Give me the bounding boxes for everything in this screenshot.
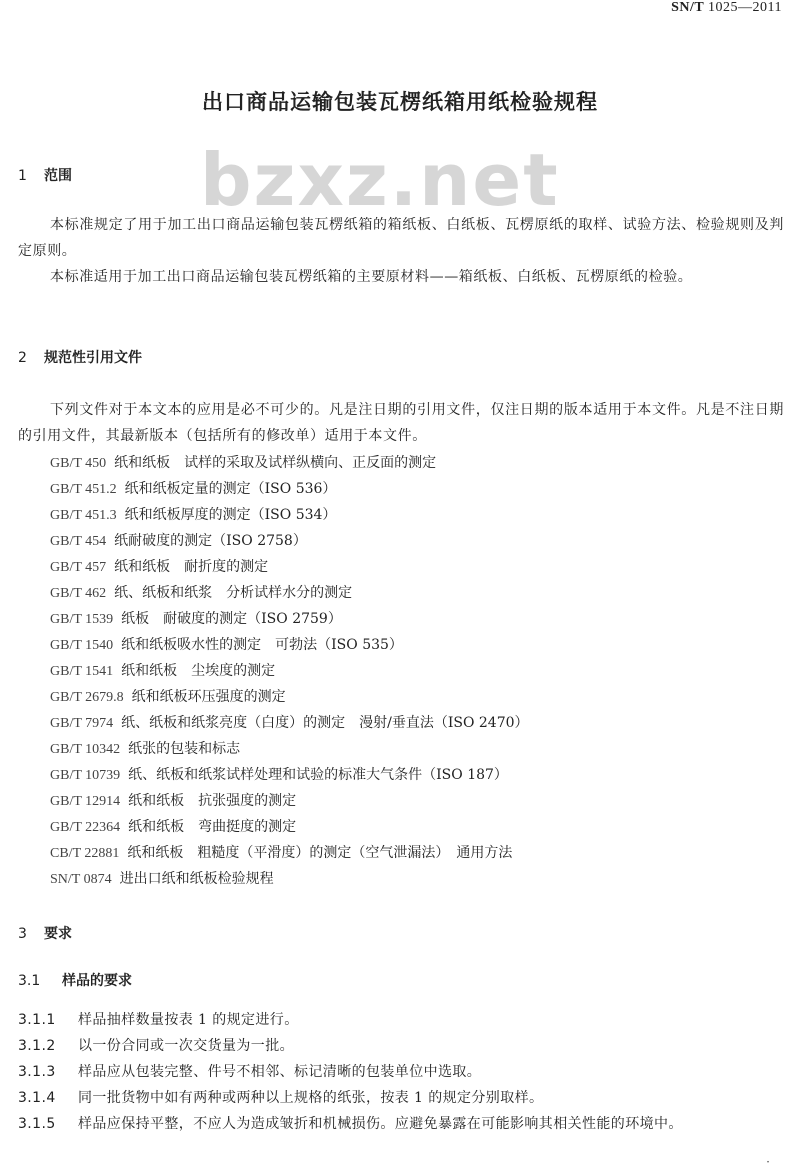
reference-title: 纸和纸板 尘埃度的测定 [121,663,276,679]
reference-title: 纸、纸板和纸浆 分析试样水分的测定 [114,585,353,601]
reference-item [50,762,529,788]
item-text: 以一份合同或一次交货量为一批。 [78,1038,294,1054]
item-number: 3.1.5 [18,1116,56,1132]
reference-title: 进出口纸和纸板检验规程 [119,871,274,887]
scope-paragraph-1: 本标准规定了用于加工出口商品运输包装瓦楞纸箱的箱纸板、白纸板、瓦楞原纸的取样、试验方法、检验规则及判定原则。 [18,217,784,259]
requirement-item [18,1111,784,1137]
reference-title: 纸和纸板 抗张强度的测定 [128,793,297,809]
reference-title: 纸和纸板 粗糙度（平滑度）的测定（空气泄漏法） 通用方法 [127,845,513,861]
reference-item [50,632,529,658]
section-1-heading [18,165,72,185]
reference-item [50,580,529,606]
item-number: 3.1.2 [18,1038,56,1054]
reference-code: GB/T 2679.8 [50,690,124,705]
page-corner-mark: · [766,1155,770,1169]
reference-code: GB/T 10739 [50,768,121,783]
section-title: 要求 [44,926,72,942]
reference-code: GB/T 450 [50,456,107,471]
requirement-item [18,1085,784,1111]
reference-title: 纸和纸板定量的测定（ISO 536） [124,481,337,497]
standard-code-number: 1025—2011 [708,0,782,15]
standard-code [671,0,782,16]
reference-item [50,736,529,762]
reference-title: 纸和纸板 弯曲挺度的测定 [128,819,297,835]
reference-code: GB/T 22364 [50,820,121,835]
reference-item [50,554,529,580]
reference-item [50,710,529,736]
item-text: 同一批货物中如有两种或两种以上规格的纸张，按表 1 的规定分别取样。 [78,1090,544,1106]
reference-title: 纸耐破度的测定（ISO 2758） [114,533,307,549]
reference-title: 纸和纸板吸水性的测定 可勃法（ISO 535） [121,637,403,653]
reference-code: GB/T 1539 [50,612,114,627]
subsection-number: 3.1 [18,973,41,989]
reference-item [50,814,529,840]
item-text: 样品应保持平整，不应人为造成皱折和机械损伤。应避免暴露在可能影响其相关性能的环境中。 [78,1116,683,1132]
reference-title: 纸和纸板 耐折度的测定 [114,559,269,575]
item-number: 3.1.4 [18,1090,56,1106]
section-number: 1 [18,168,27,184]
scope-paragraph-2: 本标准适用于加工出口商品运输包装瓦楞纸箱的主要原材料——箱纸板、白纸板、瓦楞原纸的检验。 [50,269,693,285]
reference-title: 纸和纸板环压强度的测定 [131,689,286,705]
section-number: 2 [18,350,27,366]
reference-item [50,658,529,684]
reference-code: GB/T 454 [50,534,107,549]
reference-item [50,606,529,632]
reference-item [50,788,529,814]
reference-code: GB/T 462 [50,586,107,601]
item-text: 样品应从包装完整、件号不相邻、标记清晰的包装单位中选取。 [78,1064,482,1080]
requirement-items [18,1007,784,1137]
section-3-heading [18,923,72,943]
reference-code: GB/T 7974 [50,716,114,731]
reference-item [50,684,529,710]
item-number: 3.1.1 [18,1012,56,1028]
reference-code: SN/T 0874 [50,872,112,887]
subsection-3-1-heading [18,970,132,990]
section-number: 3 [18,926,27,942]
requirement-item [18,1007,784,1033]
reference-code: CB/T 22881 [50,846,120,861]
subsection-title: 样品的要求 [62,973,132,989]
watermark: bzxz.net [200,138,560,222]
reference-list [50,450,529,892]
reference-item [50,476,529,502]
requirement-item [18,1059,784,1085]
reference-title: 纸和纸板厚度的测定（ISO 534） [124,507,337,523]
standard-code-prefix: SN/T [671,0,705,15]
item-number: 3.1.3 [18,1064,56,1080]
document-title: 出口商品运输包装瓦楞纸箱用纸检验规程 [202,90,598,114]
section-title: 规范性引用文件 [44,350,142,366]
reference-code: GB/T 1541 [50,664,114,679]
reference-title: 纸板 耐破度的测定（ISO 2759） [121,611,342,627]
reference-code: GB/T 10342 [50,742,121,757]
reference-title: 纸、纸板和纸浆试样处理和试验的标准大气条件（ISO 187） [128,767,508,783]
references-intro: 下列文件对于本文本的应用是必不可少的。凡是注日期的引用文件，仅注日期的版本适用于本文件。凡是不注日期的引用文件，其最新版本（包括所有的修改单）适用于本文件。 [18,402,784,444]
reference-item [50,528,529,554]
reference-item [50,450,529,476]
reference-item [50,840,529,866]
reference-code: GB/T 1540 [50,638,114,653]
requirement-item [18,1033,784,1059]
reference-code: GB/T 12914 [50,794,121,809]
item-text: 样品抽样数量按表 1 的规定进行。 [78,1012,299,1028]
reference-title: 纸、纸板和纸浆亮度（白度）的测定 漫射/垂直法（ISO 2470） [121,715,529,731]
reference-title: 纸张的包装和标志 [128,741,241,757]
reference-code: GB/T 451.2 [50,482,117,497]
reference-item [50,866,529,892]
section-title: 范围 [44,168,72,184]
reference-code: GB/T 451.3 [50,508,117,523]
section-2-heading [18,347,142,367]
reference-title: 纸和纸板 试样的采取及试样纵横向、正反面的测定 [114,455,437,471]
reference-item [50,502,529,528]
reference-code: GB/T 457 [50,560,107,575]
